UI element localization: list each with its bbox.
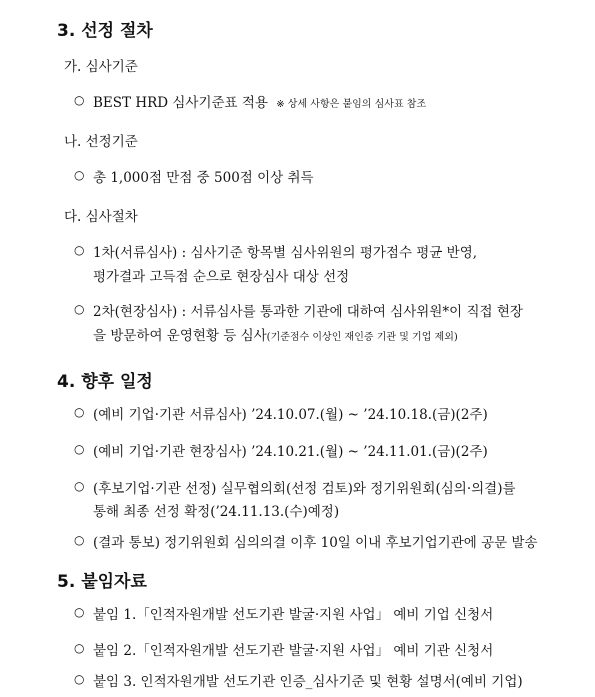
subsection-da-label: 다. 심사절차 <box>64 209 138 225</box>
bullet-icon: ○ <box>74 672 85 686</box>
bullet-icon: ○ <box>74 302 85 316</box>
bullet-icon: ○ <box>74 533 85 547</box>
attachment-item: 붙임 1.「인적자원개발 선도기관 발굴·지원 사업」 예비 기업 신청서 <box>93 607 494 623</box>
section-5-title: 5. 붙임자료 <box>57 572 147 592</box>
schedule-item: (예비 기업·기관 서류심사) ’24.10.07.(월) ~ ’24.10.18.(금)(2주) <box>93 407 488 423</box>
attachment-item: 붙임 2.「인적자원개발 선도기관 발굴·지원 사업」 예비 기관 신청서 <box>93 643 494 659</box>
bullet-icon: ○ <box>74 405 85 419</box>
section-4-title: 4. 향후 일정 <box>57 372 153 392</box>
selection-standard-item: 총 1,000점 만점 중 500점 이상 취득 <box>93 170 314 186</box>
step2-note: (기준점수 이상인 재인증 기관 및 기업 제외) <box>266 332 458 343</box>
step2-line2-text: 을 방문하여 운영현황 등 심사 <box>93 328 267 344</box>
step2-line2 <box>93 324 458 344</box>
bullet-icon: ○ <box>74 168 85 182</box>
attachment-item: 붙임 3. 인적자원개발 선도기관 인증_심사기준 및 현황 설명서(예비 기업) <box>93 674 523 690</box>
bullet-icon: ○ <box>74 605 85 619</box>
bullet-icon: ○ <box>74 479 85 493</box>
schedule-item: (예비 기업·기관 현장심사) ’24.10.21.(월) ~ ’24.11.01.(금)(2주) <box>93 444 488 460</box>
criteria-text: BEST HRD 심사기준표 적용 <box>93 95 268 111</box>
section-3-title: 3. 선정 절차 <box>57 21 153 41</box>
schedule-item-continued: 통해 최종 선정 확정(’24.11.13.(수)예정) <box>93 504 340 520</box>
bullet-icon: ○ <box>74 442 85 456</box>
step1-line2: 평가결과 고득점 순으로 현장심사 대상 선정 <box>93 269 350 285</box>
criteria-note: ※ 상세 사항은 붙임의 심사표 참조 <box>276 99 427 110</box>
step2-line1: 2차(현장심사) : 서류심사를 통과한 기관에 대하여 심사위원*이 직접 현장 <box>93 304 523 320</box>
bullet-icon: ○ <box>74 641 85 655</box>
step1-line1: 1차(서류심사) : 심사기준 항목별 심사위원의 평가점수 평균 반영, <box>93 245 478 261</box>
subsection-ga-label: 가. 심사기준 <box>64 59 138 75</box>
schedule-item: (후보기업·기관 선정) 실무협의회(선정 검토)와 정기위원회(심의·의결)를 <box>93 481 516 497</box>
criteria-item <box>93 91 426 111</box>
bullet-icon: ○ <box>74 93 85 107</box>
schedule-item: (결과 통보) 정기위원회 심의의결 이후 10일 이내 후보기업기관에 공문 발송 <box>93 535 538 551</box>
subsection-na-label: 나. 선정기준 <box>64 134 138 150</box>
bullet-icon: ○ <box>74 243 85 257</box>
